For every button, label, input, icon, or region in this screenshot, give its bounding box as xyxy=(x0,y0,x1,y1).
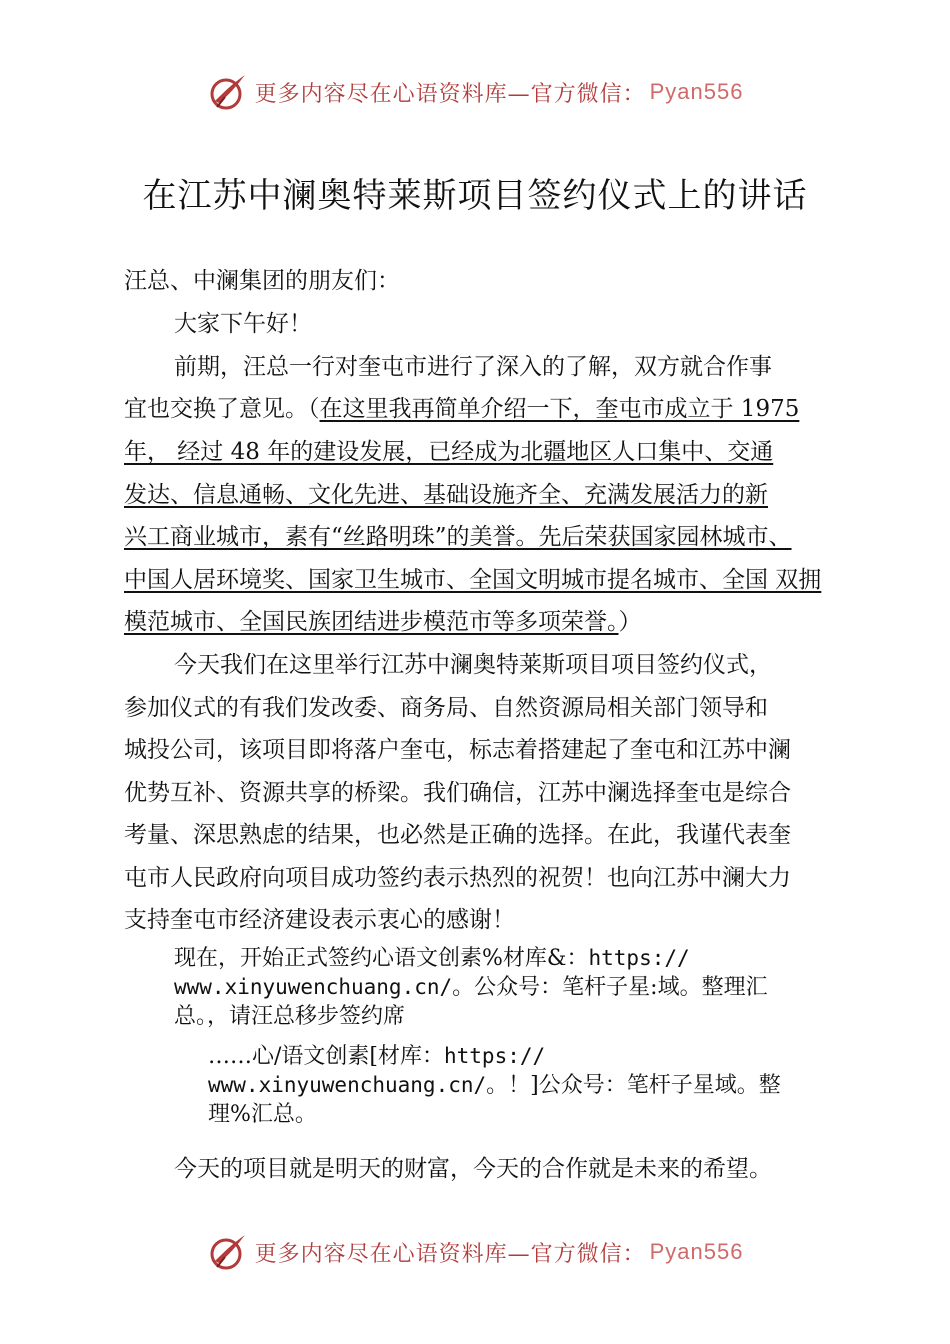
watermark-wechat-id: Pyan556 xyxy=(649,1239,744,1264)
para3-line2-text: 。公众号：笔杆子星:域。整理汇 xyxy=(452,975,768,1000)
para1-line2 xyxy=(124,388,799,431)
watermark-text: 更多内容尽在心语资料库—官方微信： xyxy=(254,1241,646,1267)
para1-line1: 前期，汪总一行对奎屯市进行了深入的了解，双方就合作事 xyxy=(174,354,772,380)
para1-line5: 兴工商业城市，素有“丝路明珠”的美誉。先后荣获国家园林城市、 xyxy=(124,524,792,550)
para1-line7 xyxy=(124,601,642,644)
watermark-header xyxy=(0,70,950,114)
para4-line1-text: ……心/语文创素[材库： xyxy=(208,1044,444,1069)
para3-line1-text: 现在，开始正式签约心语文创素%材库&： xyxy=(174,946,589,971)
para4-line1 xyxy=(208,1042,545,1071)
salutation: 汪总、中澜集团的朋友们： xyxy=(124,268,400,294)
para1-line7-underlined: 模范城市、全国民族团结进步模范市等多项荣誉。 xyxy=(124,609,619,635)
para3-line2 xyxy=(174,973,768,1002)
closing-line: 今天的项目就是明天的财富，今天的合作就是未来的希望。 xyxy=(174,1156,772,1182)
para2-line1: 今天我们在这里举行江苏中澜奥特莱斯项目项目签约仪式， xyxy=(174,652,772,678)
speech-title: 在江苏中澜奥特莱斯项目签约仪式上的讲话 xyxy=(142,176,808,216)
para3-line3: 总。，请汪总移步签约席 xyxy=(174,1004,406,1029)
para3-url-part1: https:// xyxy=(588,946,690,970)
para2-line4: 优势互补、资源共享的桥梁。我们确信，江苏中澜选择奎屯是综合 xyxy=(124,780,791,806)
para2-line7: 支持奎屯市经济建设表示衷心的感谢！ xyxy=(124,907,515,933)
para4-line3: 理%汇总。 xyxy=(208,1102,317,1127)
greeting: 大家下午好！ xyxy=(174,311,312,337)
para2-line5: 考量、深思熟虑的结果，也必然是正确的选择。在此，我谨代表奎 xyxy=(124,822,791,848)
watermark-text: 更多内容尽在心语资料库—官方微信： xyxy=(254,81,646,107)
para4-line2 xyxy=(208,1071,781,1100)
para4-url-part2: www.xinyuwenchuang.cn/ xyxy=(208,1073,487,1097)
para1-line3: 年， 经过 48 年的建设发展，已经成为北疆地区人口集中、交通 xyxy=(124,439,774,465)
para4-url-part1: https:// xyxy=(444,1044,546,1068)
quill-logo-icon xyxy=(207,1231,249,1273)
para3-line1 xyxy=(174,944,690,973)
para1-line2-plain: 宜也交换了意见。（ xyxy=(124,396,320,422)
para1-line4: 发达、信息通畅、文化先进、基础设施齐全、充满发展活力的新 xyxy=(124,482,768,508)
quill-logo-icon xyxy=(207,71,249,113)
para1-line6: 中国人居环境奖、国家卫生城市、全国文明城市提名城市、全国 双拥 xyxy=(124,567,822,593)
watermark-wechat-id: Pyan556 xyxy=(649,79,744,104)
para3-url-part2: www.xinyuwenchuang.cn/ xyxy=(174,975,453,999)
para1-line7-end: ） xyxy=(618,609,642,635)
para2-line2: 参加仪式的有我们发改委、商务局、自然资源局相关部门领导和 xyxy=(124,695,768,721)
para2-line3: 城投公司，该项目即将落户奎屯，标志着搭建起了奎屯和江苏中澜 xyxy=(124,737,791,763)
watermark-footer xyxy=(0,1230,950,1274)
para4-line2-text: 。！]公众号：笔杆子星域。整 xyxy=(486,1073,781,1098)
para1-line2-underlined: 在这里我再简单介绍一下，奎屯市成立于 1975 xyxy=(319,396,800,422)
para2-line6: 屯市人民政府向项目成功签约表示热烈的祝贺！也向江苏中澜大力 xyxy=(124,865,791,891)
